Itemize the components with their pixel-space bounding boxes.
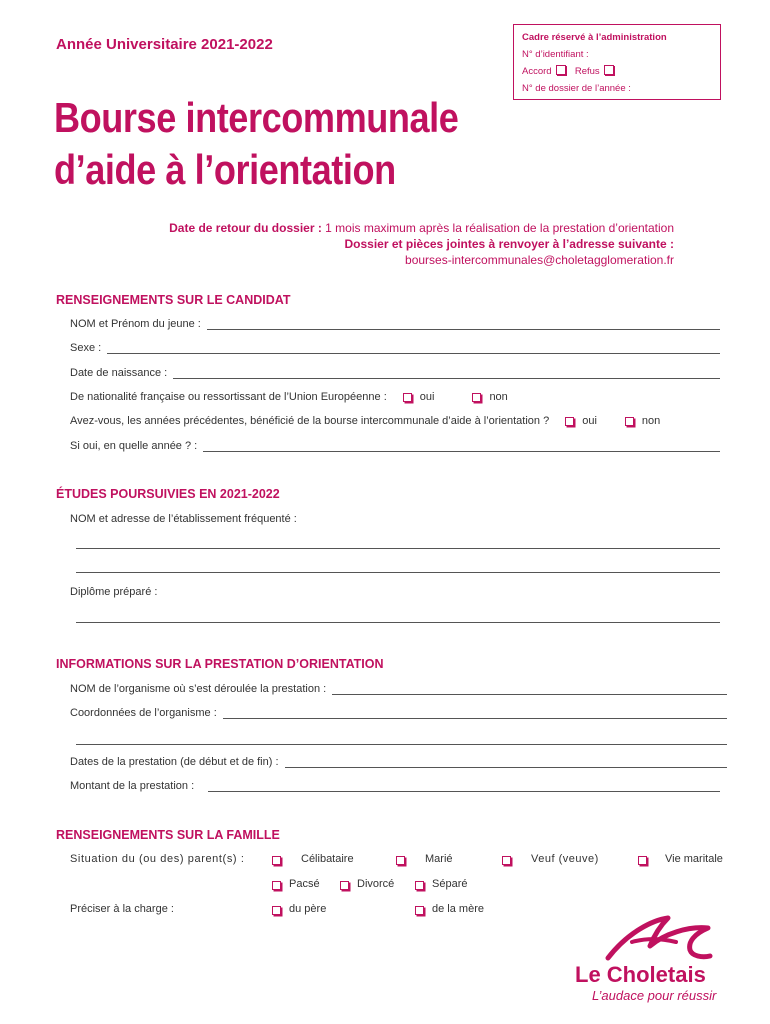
choletais-logo-icon [598, 912, 718, 964]
option-separe-label: Séparé [432, 878, 468, 890]
option-pacse-label: Pacsé [289, 878, 320, 890]
field-situation-label: Situation du (ou des) parent(s) : [70, 853, 245, 865]
nationalite-oui-label: oui [419, 391, 435, 403]
admin-dossier: N° de dossier de l’année : [522, 83, 631, 94]
option-pere[interactable] [272, 903, 326, 915]
etablissement-line-2[interactable] [76, 572, 720, 573]
option-celibataire-label: Célibataire [301, 853, 354, 865]
coordonnees-line-2[interactable] [76, 744, 727, 745]
option-celibataire[interactable] [272, 853, 354, 865]
field-charge-label: Préciser à la charge : [70, 903, 174, 915]
field-annee [70, 440, 720, 452]
field-dates [70, 756, 727, 768]
field-coordonnees-label: Coordonnées de l’organisme : [70, 707, 217, 719]
logo-name: Le Choletais [575, 962, 706, 987]
return-label: Date de retour du dossier : [169, 221, 322, 235]
checkbox-icon[interactable] [403, 393, 412, 402]
checkbox-icon[interactable] [502, 856, 511, 865]
field-dates-line[interactable] [285, 757, 727, 768]
field-organisme-label: NOM de l’organisme où s’est déroulée la prestation : [70, 683, 327, 695]
admin-decision [522, 63, 712, 80]
nationalite-non[interactable] [472, 391, 507, 403]
field-etablissement [70, 513, 297, 525]
checkbox-icon[interactable] [472, 393, 481, 402]
admin-box [513, 24, 721, 100]
field-organisme-line[interactable] [332, 684, 727, 695]
option-marie[interactable] [396, 853, 453, 865]
option-veuf-label: Veuf (veuve) [531, 853, 599, 865]
option-marie-label: Marié [425, 853, 453, 865]
checkbox-icon[interactable] [272, 881, 281, 890]
return-info [169, 220, 674, 268]
field-nom-line[interactable] [207, 319, 720, 330]
field-nom-label: NOM et Prénom du jeune : [70, 318, 201, 330]
option-mere[interactable] [415, 903, 484, 915]
field-dates-label: Dates de la prestation (de début et de fin) : [70, 756, 279, 768]
option-vie-maritale-label: Vie maritale [665, 853, 723, 865]
field-coordonnees-line[interactable] [223, 708, 727, 719]
checkbox-icon[interactable] [396, 856, 405, 865]
field-montant-line[interactable] [208, 781, 720, 792]
option-veuf[interactable] [502, 853, 599, 865]
option-vie-maritale[interactable] [638, 853, 723, 865]
page-title-line2: d’aide à l’orientation [54, 146, 396, 193]
field-beneficie-label: Avez-vous, les années précédentes, bénéficié de la bourse intercommunale d’aide à l’orientation ? [70, 415, 550, 427]
page-title-line1: Bourse intercommunale [54, 94, 459, 141]
field-montant [70, 780, 720, 792]
checkbox-icon[interactable] [340, 881, 349, 890]
field-nationalite-label: De nationalité française ou ressortissant de l’Union Européenne : [70, 391, 387, 403]
return-text: 1 mois maximum après la réalisation de la prestation d’orientation [321, 221, 674, 235]
beneficie-non-label: non [641, 415, 661, 427]
field-etablissement-label: NOM et adresse de l’établissement fréquenté : [70, 513, 297, 525]
academic-year: Année Universitaire 2021-2022 [56, 36, 273, 53]
etablissement-line-1[interactable] [76, 548, 720, 549]
field-sexe-line[interactable] [107, 343, 720, 354]
checkbox-icon[interactable] [565, 417, 574, 426]
return-email[interactable]: bourses-intercommunales@choletagglomeration.fr [405, 253, 674, 267]
return-deadline [169, 220, 674, 236]
field-diplome [70, 586, 157, 598]
diplome-line[interactable] [76, 622, 720, 623]
checkbox-icon[interactable] [625, 417, 634, 426]
field-naissance-label: Date de naissance : [70, 367, 168, 379]
refus-label: Refus [574, 66, 600, 77]
checkbox-icon[interactable] [638, 856, 647, 865]
beneficie-oui[interactable] [565, 415, 597, 427]
nationalite-non-label: non [489, 391, 508, 403]
checkbox-icon[interactable] [415, 906, 424, 915]
field-sexe-label: Sexe : [70, 342, 102, 354]
checkbox-icon[interactable] [415, 881, 424, 890]
option-separe[interactable] [415, 878, 467, 890]
option-divorce[interactable] [340, 878, 394, 890]
refus-checkbox[interactable] [604, 65, 614, 75]
section-etudes-heading: ÉTUDES POURSUIVIES EN 2021-2022 [56, 487, 280, 501]
beneficie-non[interactable] [625, 415, 660, 427]
field-annee-line[interactable] [203, 441, 720, 452]
section-prestation-heading: INFORMATIONS SUR LA PRESTATION D’ORIENTATION [56, 657, 384, 671]
option-divorce-label: Divorcé [357, 878, 395, 890]
beneficie-oui-label: oui [582, 415, 597, 427]
option-pere-label: du père [289, 903, 327, 915]
accord-checkbox[interactable] [556, 65, 566, 75]
option-mere-label: de la mère [432, 903, 484, 915]
field-organisme [70, 683, 727, 695]
section-candidat-heading: RENSEIGNEMENTS SUR LE CANDIDAT [56, 293, 291, 307]
return-address-label: Dossier et pièces jointes à renvoyer à l’adresse suivante : [344, 237, 674, 251]
field-nationalite [70, 391, 508, 403]
field-montant-label: Montant de la prestation : [70, 780, 195, 792]
logo-tagline: L’audace pour réussir [592, 988, 717, 1003]
field-coordonnees [70, 707, 727, 719]
admin-id: N° d’identifiant : [522, 49, 589, 60]
admin-title: Cadre réservé à l’administration [522, 32, 667, 43]
section-famille-heading: RENSEIGNEMENTS SUR LA FAMILLE [56, 828, 280, 842]
field-annee-label: Si oui, en quelle année ? : [70, 440, 198, 452]
field-naissance-line[interactable] [173, 368, 720, 379]
checkbox-icon[interactable] [272, 906, 281, 915]
checkbox-icon[interactable] [272, 856, 281, 865]
field-sexe [70, 342, 720, 354]
nationalite-oui[interactable] [403, 391, 435, 403]
field-beneficie [70, 415, 660, 427]
option-pacse[interactable] [272, 878, 320, 890]
field-diplome-label: Diplôme préparé : [70, 586, 158, 598]
field-naissance [70, 367, 720, 379]
field-nom [70, 318, 720, 330]
accord-label: Accord [522, 66, 552, 77]
